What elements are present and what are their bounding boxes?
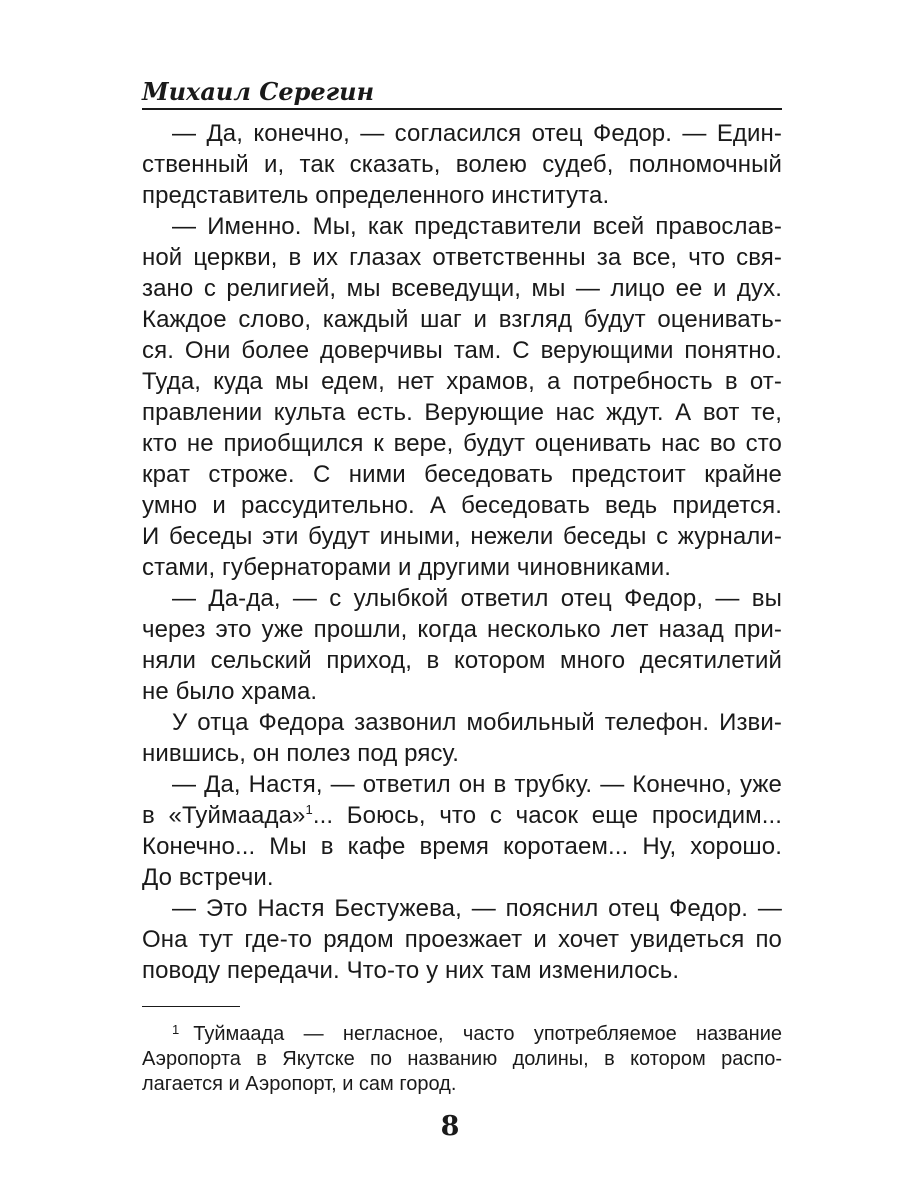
text-line: ся. Они более доверчивы там. С верующими понятно. xyxy=(142,337,782,364)
header-rule xyxy=(142,108,782,110)
text-line: И беседы эти будут иными, нежели беседы с журнали- xyxy=(142,523,782,550)
text-line: няли сельский приход, в котором много десятилетий xyxy=(142,647,782,674)
text-line: — Да, конечно, — согласился отец Федор. — Един- xyxy=(172,120,782,147)
text-line: зано с религией, мы всеведущи, мы — лицо ее и дух. xyxy=(142,275,782,302)
running-title: Михаил Серегин xyxy=(142,77,375,106)
footnote-line: Аэропорта в Якутске по названию долины, в котором распо- xyxy=(142,1048,782,1070)
footnote-line: лагается и Аэропорт, и сам город. xyxy=(142,1073,457,1095)
text-line: У отца Федора зазвонил мобильный телефон. Изви- xyxy=(172,709,782,736)
text-fragment: Туймаада — негласное, часто употребляемое название xyxy=(193,1023,782,1045)
text-line: До встречи. xyxy=(142,864,274,891)
text-line-with-footnote-ref xyxy=(142,800,782,831)
text-fragment: в «Туймаада» xyxy=(142,802,306,829)
text-line: — Именно. Мы, как представители всей православ- xyxy=(172,213,782,240)
paragraph-3 xyxy=(142,583,782,707)
paragraph-1 xyxy=(142,118,782,211)
text-line: через это уже прошли, когда несколько лет назад при- xyxy=(142,616,782,643)
footnote-rule xyxy=(142,1006,240,1007)
text-line: — Это Настя Бестужева, — пояснил отец Федор. — xyxy=(172,895,782,922)
text-line: умно и рассудительно. А беседовать ведь придется. xyxy=(142,492,782,519)
text-line: поводу передачи. Что-то у них там изменилось. xyxy=(142,957,680,984)
book-page xyxy=(142,78,782,1097)
footnote-reference: 1 xyxy=(305,802,313,817)
text-line: ной церкви, в их глазах ответственны за все, что свя- xyxy=(142,244,782,271)
text-line: Каждое слово, каждый шаг и взгляд будут оценивать- xyxy=(142,306,782,333)
text-line: правлении культа есть. Верующие нас ждут. А вот те, xyxy=(142,399,782,426)
paragraph-6 xyxy=(142,893,782,986)
text-line: ственный и, так сказать, волею судеб, полномочный xyxy=(142,151,782,178)
footnote xyxy=(142,1017,782,1097)
paragraph-2 xyxy=(142,211,782,583)
text-line: Конечно... Мы в кафе время коротаем... Ну, хорошо. xyxy=(142,833,782,860)
text-line: крат строже. С ними беседовать предстоит крайне xyxy=(142,461,782,488)
text-line: кто не приобщился к вере, будут оценивать нас во сто xyxy=(142,430,782,457)
footnote-line xyxy=(142,1017,782,1047)
body-text xyxy=(142,118,782,986)
text-line: нившись, он полез под рясу. xyxy=(142,740,460,767)
footnote-mark: 1 xyxy=(172,1022,180,1037)
page-number: 8 xyxy=(440,1111,460,1142)
text-line: — Да, Настя, — ответил он в трубку. — Конечно, уже xyxy=(172,771,782,798)
text-line: стами, губернаторами и другими чиновниками. xyxy=(142,554,671,581)
paragraph-5 xyxy=(142,769,782,893)
text-line: — Да-да, — с улыбкой ответил отец Федор, — вы xyxy=(172,585,782,612)
paragraph-4 xyxy=(142,707,782,769)
text-line: не было храма. xyxy=(142,678,318,705)
text-line: Она тут где-то рядом проезжает и хочет увидеться по xyxy=(142,926,782,953)
text-line: Туда, куда мы едем, нет храмов, а потребность в от- xyxy=(142,368,782,395)
text-line: представитель определенного института. xyxy=(142,182,610,209)
text-fragment: ... Боюсь, что с часок еще просидим... xyxy=(312,802,782,829)
